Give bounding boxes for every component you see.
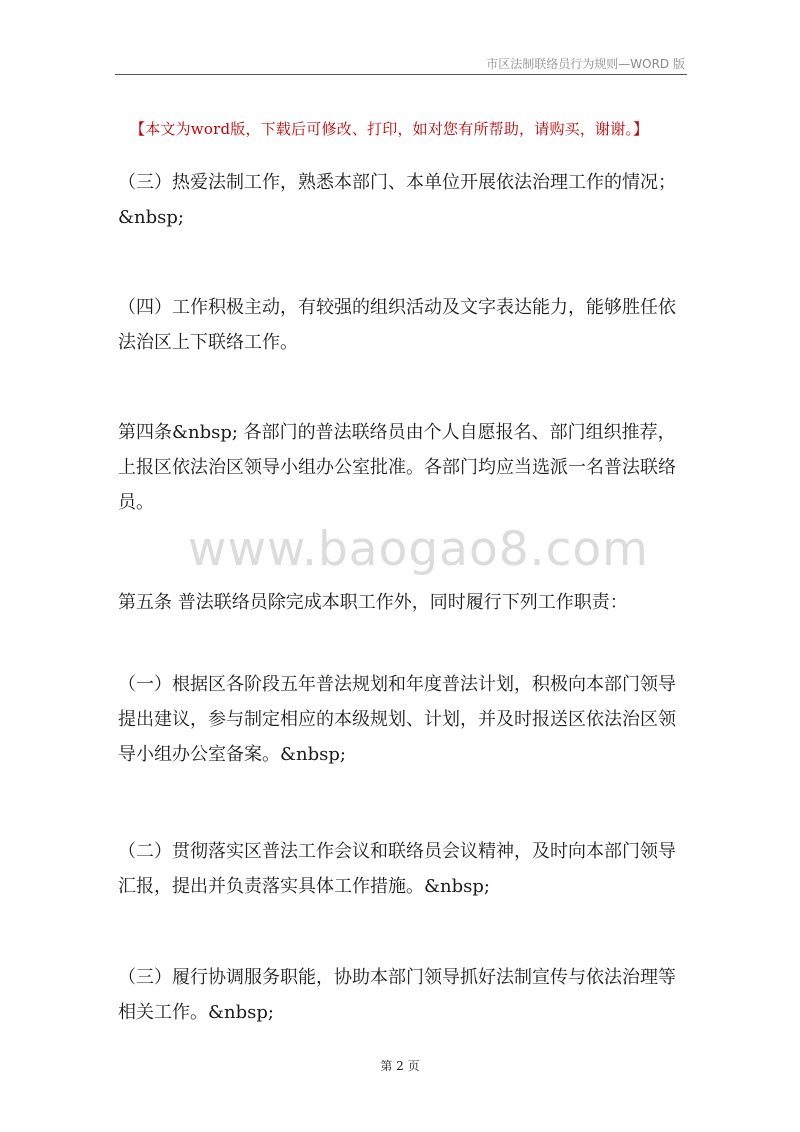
running-header: 市区法制联络员行为规则—WORD 版 (486, 57, 685, 71)
purchase-notice: 【本文为word版，下载后可修改、打印，如对您有所帮助，请购买，谢谢。】 (130, 120, 649, 138)
paragraph-duty-3: （三）履行协调服务职能，协助本部门领导抓好法制宣传与依法治理等相关工作。&nbsp; (118, 967, 676, 1023)
header-divider (115, 74, 687, 75)
paragraph-article-4: 第四条&nbsp; 各部门的普法联络员由个人自愿报名、部门组织推荐，上报区依法治区领导小组办公室批准。各部门均应当选派一名普法联络员。 (118, 422, 676, 513)
watermark: www.baogao8.com (188, 522, 649, 577)
paragraph-4-active-work: （四）工作积极主动，有较强的组织活动及文字表达能力，能够胜任依法治区上下联络工作。 (118, 297, 676, 353)
paragraph-duty-1: （一）根据区各阶段五年普法规划和年度普法计划，积极向本部门领导提出建议，参与制定相应的本级规划、计划，并及时报送区依法治区领导小组办公室备案。&nbsp; (118, 674, 676, 765)
page-number: 第 2 页 (380, 1059, 420, 1073)
paragraph-duty-2: （二）贯彻落实区普法工作会议和联络员会议精神，及时向本部门领导汇报，提出并负责落实具体工作措施。&nbsp; (118, 841, 676, 897)
paragraph-3-love-legal-work: （三）热爱法制工作，熟悉本部门、本单位开展依法治理工作的情况；&nbsp; (118, 172, 676, 228)
paragraph-article-5: 第五条 普法联络员除完成本职工作外，同时履行下列工作职责： (118, 592, 628, 613)
